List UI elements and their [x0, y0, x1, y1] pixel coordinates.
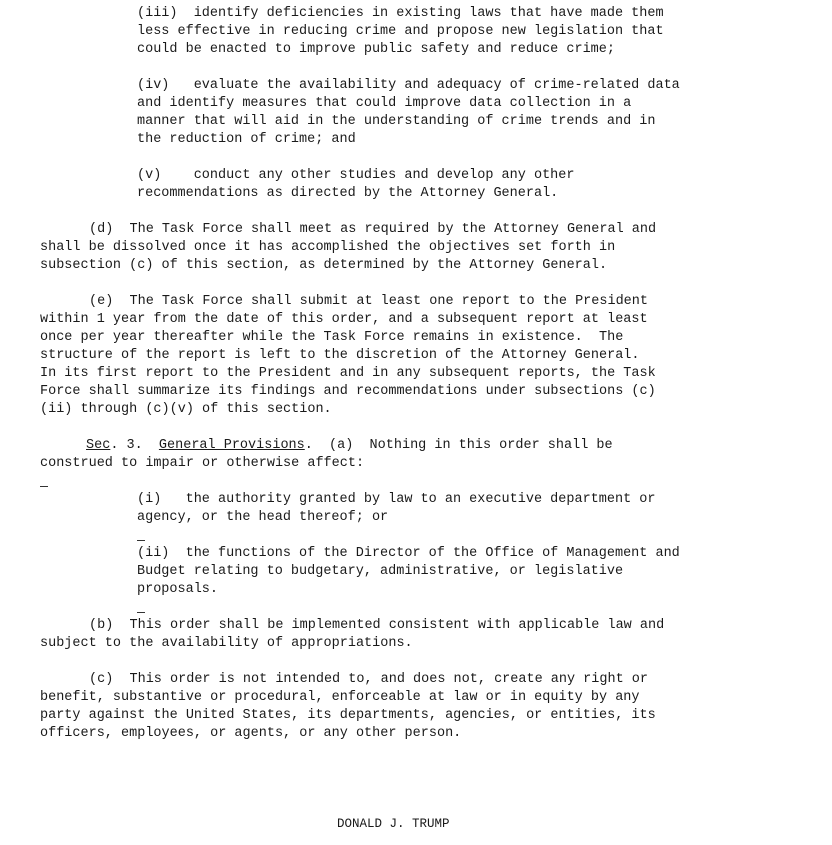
text-line: (ii) through (c)(v) of this section. — [40, 402, 332, 417]
text-line: officers, employees, or agents, or any other person. — [40, 726, 462, 741]
cursor-mark — [137, 540, 145, 541]
text-line: construed to impair or otherwise affect: — [40, 456, 365, 471]
text-line: manner that will aid in the understanding of crime trends and in — [137, 114, 656, 129]
text-line: recommendations as directed by the Attorney General. — [137, 186, 559, 201]
text-line: (v) conduct any other studies and develop any other — [137, 168, 575, 183]
text-line: agency, or the head thereof; or — [137, 510, 389, 525]
text-line: (e) The Task Force shall submit at least one report to the President — [89, 294, 648, 309]
text-line: (d) The Task Force shall meet as required by the Attorney General and — [89, 222, 657, 237]
section-intro: . (a) Nothing in this order shall be — [304, 438, 613, 453]
text-line: proposals. — [137, 582, 219, 597]
signature: DONALD J. TRUMP — [337, 817, 450, 831]
text-line: within 1 year from the date of this order, and a subsequent report at least — [40, 312, 648, 327]
section-heading: General Provisions — [158, 438, 305, 453]
text-line: benefit, substantive or procedural, enforceable at law or in equity by any — [40, 690, 640, 705]
section-label: Sec — [86, 438, 111, 453]
text-line: (iii) identify deficiencies in existing laws that have made them — [137, 6, 664, 21]
text-line: Budget relating to budgetary, administrative, or legislative — [137, 564, 624, 579]
text-line: subject to the availability of appropriations. — [40, 636, 413, 651]
cursor-mark — [40, 486, 48, 487]
section-heading-line — [86, 437, 613, 455]
text-line: (ii) the functions of the Director of the Office of Management and — [137, 546, 680, 561]
text-line: (i) the authority granted by law to an executive department or — [137, 492, 656, 507]
text-line: (c) This order is not intended to, and does not, create any right or — [89, 672, 648, 687]
section-number: . 3. — [110, 438, 143, 453]
cursor-mark — [137, 612, 145, 613]
text-line: In its first report to the President and in any subsequent reports, the Task — [40, 366, 656, 381]
text-line: the reduction of crime; and — [137, 132, 356, 147]
text-line: once per year thereafter while the Task Force remains in existence. The — [40, 330, 624, 345]
text-line: Force shall summarize its findings and recommendations under subsections (c) — [40, 384, 656, 399]
text-line: less effective in reducing crime and propose new legislation that — [137, 24, 664, 39]
text-line: shall be dissolved once it has accomplished the objectives set forth in — [40, 240, 616, 255]
text-line: structure of the report is left to the discretion of the Attorney General. — [40, 348, 640, 363]
text-line: party against the United States, its departments, agencies, or entities, its — [40, 708, 656, 723]
text-line: (iv) evaluate the availability and adequacy of crime-related data — [137, 78, 680, 93]
text-line: subsection (c) of this section, as determined by the Attorney General. — [40, 258, 608, 273]
text-line: and identify measures that could improve data collection in a — [137, 96, 632, 111]
text-line: (b) This order shall be implemented consistent with applicable law and — [89, 618, 665, 633]
text-line: could be enacted to improve public safety and reduce crime; — [137, 42, 615, 57]
